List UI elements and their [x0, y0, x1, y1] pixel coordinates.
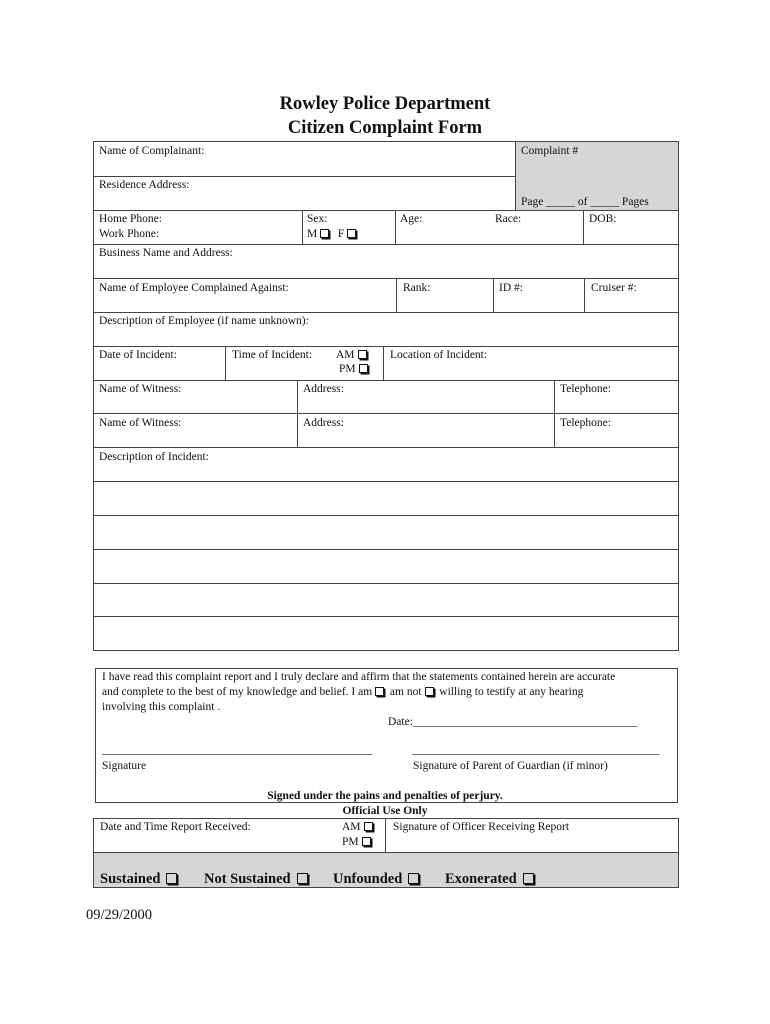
sex-options [307, 227, 356, 241]
sex-m-checkbox[interactable] [320, 229, 329, 238]
witness-1-label: Name of Witness: [99, 383, 182, 395]
employee-description-label: Description of Employee (if name unknown): [99, 315, 309, 327]
sustained-checkbox[interactable] [166, 873, 177, 884]
witness-2-address-label: Address: [303, 417, 344, 429]
witness-1-address-label: Address: [303, 383, 344, 395]
sex-f-checkbox[interactable] [347, 229, 356, 238]
cruiser-label: Cruiser #: [591, 282, 637, 294]
unfounded-checkbox[interactable] [408, 873, 419, 884]
sex-f-label: F [337, 228, 345, 240]
testify-yes-checkbox[interactable] [375, 687, 384, 696]
id-label: ID #: [499, 282, 523, 294]
residence-address-label: Residence Address: [99, 179, 190, 191]
signature-label: Signature [102, 760, 147, 772]
declaration-line-1: I have read this complaint report and I truly declare and affirm that the statements contained herein are accurate [102, 671, 616, 683]
form-title: Rowley Police Department [279, 94, 491, 114]
guardian-signature-line[interactable]: ___________________________________________ [412, 744, 660, 756]
guardian-signature-label: Signature of Parent of Guardian (if minor) [413, 760, 608, 772]
witness-1-telephone-label: Telephone: [560, 383, 611, 395]
declaration-line-2: and complete to the best of my knowledge and belief. I am am not willing to testify at any hearing [102, 686, 584, 698]
signature-line[interactable]: _______________________________________________ [102, 744, 373, 756]
exonerated-option: Exonerated [445, 871, 534, 888]
testify-no-checkbox[interactable] [425, 687, 434, 696]
incident-am: AM [336, 348, 367, 362]
employee-label: Name of Employee Complained Against: [99, 282, 289, 294]
form-subtitle: Citizen Complaint Form [287, 118, 483, 138]
sex-m-label: M [307, 228, 318, 240]
perjury-statement: Signed under the pains and penalties of perjury. [267, 790, 503, 802]
witness-2-telephone-label: Telephone: [560, 417, 611, 429]
business-label: Business Name and Address: [99, 247, 233, 259]
declaration-date[interactable]: Date:_______________________________________ [388, 716, 638, 728]
age-label: Age: [400, 213, 423, 225]
received-am: AM [342, 820, 373, 834]
received-am-checkbox[interactable] [364, 822, 373, 831]
not-sustained-checkbox[interactable] [297, 873, 308, 884]
location-label: Location of Incident: [390, 349, 488, 361]
incident-description-label: Description of Incident: [99, 451, 209, 463]
home-phone-label: Home Phone: [99, 213, 162, 225]
declaration-line-3: involving this complaint . [102, 701, 221, 713]
page-of-label: Page _____ of _____ Pages [521, 196, 649, 208]
rank-label: Rank: [403, 282, 431, 294]
witness-2-label: Name of Witness: [99, 417, 182, 429]
dob-label: DOB: [589, 213, 617, 225]
officer-signature-label: Signature of Officer Receiving Report [393, 821, 570, 833]
not-sustained-option: Not Sustained [204, 871, 308, 888]
received-pm: PM [342, 835, 371, 849]
date-incident-label: Date of Incident: [99, 349, 177, 361]
incident-pm-checkbox[interactable] [359, 364, 368, 373]
sustained-option: Sustained [100, 871, 177, 888]
race-label: Race: [495, 213, 522, 225]
complainant-name-label: Name of Complainant: [99, 145, 205, 157]
unfounded-option: Unfounded [333, 871, 419, 888]
work-phone-label: Work Phone: [99, 228, 160, 240]
incident-pm: PM [339, 362, 368, 376]
received-pm-checkbox[interactable] [362, 837, 371, 846]
time-incident-label: Time of Incident: [232, 349, 313, 361]
official-use-heading: Official Use Only [342, 805, 428, 817]
date-received-label: Date and Time Report Received: [100, 821, 251, 833]
complaint-number-label: Complaint # [521, 145, 579, 157]
sex-label: Sex: [307, 213, 328, 225]
exonerated-checkbox[interactable] [523, 873, 534, 884]
footer-date: 09/29/2000 [86, 907, 153, 923]
incident-am-checkbox[interactable] [358, 350, 367, 359]
